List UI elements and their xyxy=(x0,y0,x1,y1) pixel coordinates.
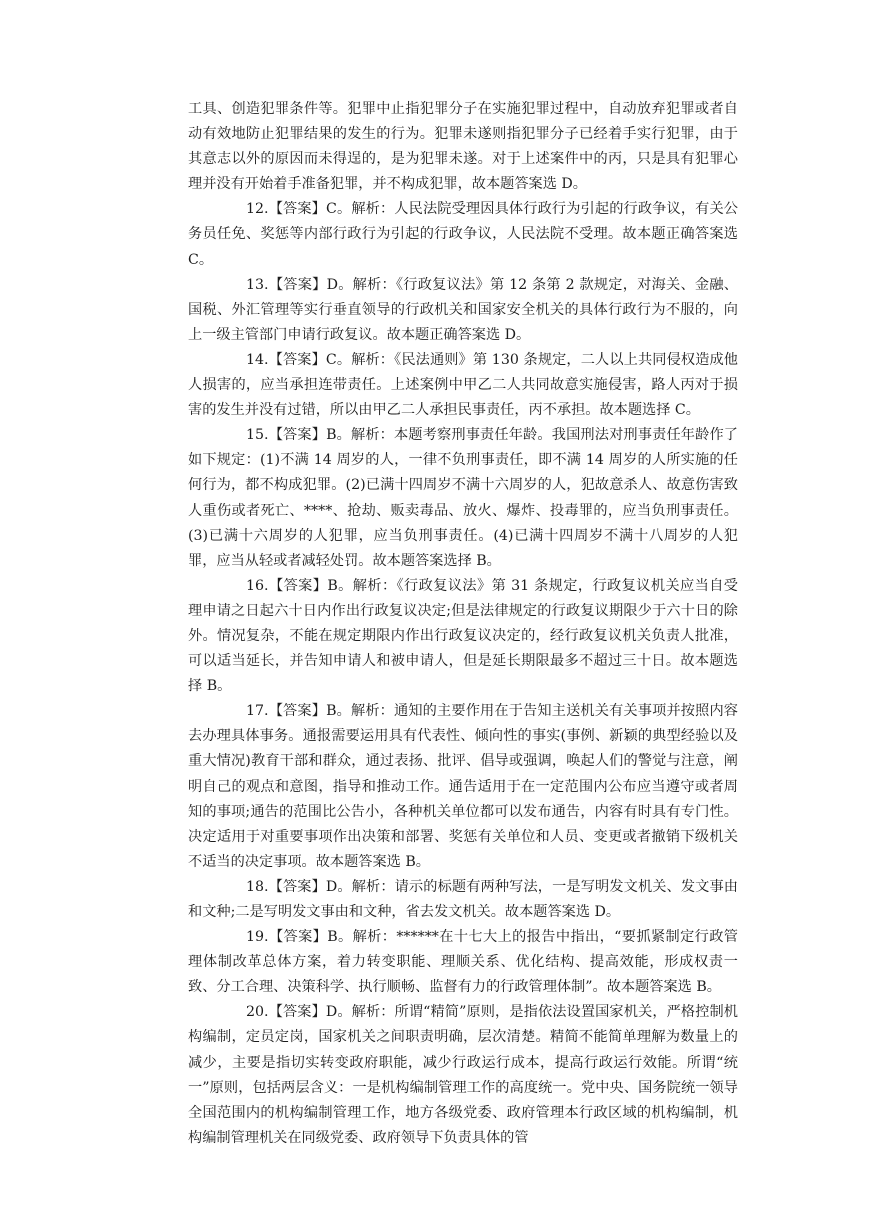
answer-20: 20.【答案】D。解析：所谓“精简”原则，是指依法设置国家机关，严格控制机构编制，定员定岗，国家机关之间职责明确，层次清楚。精简不能简单理解为数量上的减少，主要是指切实转变政府职能，减少行政运行成本，提高行政运行效能。所谓“统一”原则，包括两层含义：一是机构编制管理工作的高度统一。党中央、国务院统一领导全国范围内的机构编制管理工作，地方各级党委、政府管理本行政区域的机构编制，机构编制管理机关在同级党委、政府领导下负责具体的管 xyxy=(188,1004,738,1146)
document-page xyxy=(188,97,738,1151)
answer-18: 18.【答案】D。解析：请示的标题有两种写法，一是写明发文机关、发文事由和文种;二是写明发文事由和文种，省去发文机关。故本题答案选 D。 xyxy=(188,878,738,920)
answer-12: 12.【答案】C。解析：人民法院受理因具体行政行为引起的行政争议，有关公务员任免、奖惩等内部行政行为引起的行政争议，人民法院不受理。故本题正确答案选 C。 xyxy=(188,201,738,268)
answer-17: 17.【答案】B。解析：通知的主要作用在于告知主送机关有关事项并按照内容去办理具体事务。通报需要运用具有代表性、倾向性的事实(事例、新颖的典型经验以及重大情况)教育干部和群众，通过表扬、批评、倡导或强调，唤起人们的警觉与注意，阐明自己的观点和意图，指导和推动工作。通告适用于在一定范围内公布应当遵守或者周知的事项;通告的范围比公告小，各种机关单位都可以发布通告，内容有时具有专门性。决定适用于对重要事项作出决策和部署、奖惩有关单位和人员、变更或者撤销下级机关不适当的决定事项。故本题答案选 B。 xyxy=(188,703,738,870)
answer-13: 13.【答案】D。解析：《行政复议法》第 12 条第 2 款规定，对海关、金融、国税、外汇管理等实行垂直领导的行政机关和国家安全机关的具体行政行为不服的，向上一级主管部门申请行政复议。故本题正确答案选 D。 xyxy=(188,276,738,343)
answer-15: 15.【答案】B。解析：本题考察刑事责任年龄。我国刑法对刑事责任年龄作了如下规定：(1)不满 14 周岁的人，一律不负刑事责任，即不满 14 周岁的人所实施的任何行为，都不构成犯罪。(2)已满十四周岁不满十六周岁的人，犯故意杀人、故意伤害致人重伤或者死亡、****、抢劫、贩卖毒品、放火、爆炸、投毒罪的，应当负刑事责任。(3)已满十六周岁的人犯罪，应当负刑事责任。(4)已满十四周岁不满十八周岁的人犯罪，应当从轻或者减轻处罚。故本题答案选择 B。 xyxy=(188,427,738,569)
answer-16: 16.【答案】B。解析：《行政复议法》第 31 条规定，行政复议机关应当自受理申请之日起六十日内作出行政复议决定;但是法律规定的行政复议期限少于六十日的除外。情况复杂，不能在规定期限内作出行政复议决定的，经行政复议机关负责人批准，可以适当延长，并告知申请人和被申请人，但是延长期限最多不超过三十日。故本题选择 B。 xyxy=(188,577,738,695)
paragraph-continuation: 工具、创造犯罪条件等。犯罪中止指犯罪分子在实施犯罪过程中，自动放弃犯罪或者自动有效地防止犯罪结果的发生的行为。犯罪未遂则指犯罪分子已经着手实行犯罪，由于其意志以外的原因而未得逞的，是为犯罪未遂。对于上述案件中的丙，只是具有犯罪心理并没有开始着手准备犯罪，并不构成犯罪，故本题答案选 D。 xyxy=(188,101,738,193)
answer-19: 19.【答案】B。解析：******在十七大上的报告中指出，“要抓紧制定行政管理体制改革总体方案，着力转变职能、理顺关系、优化结构、提高效能，形成权责一致、分工合理、决策科学、执行顺畅、监督有力的行政管理体制”。故本题答案选 B。 xyxy=(188,929,738,996)
answer-14: 14.【答案】C。解析：《民法通则》第 130 条规定，二人以上共同侵权造成他人损害的，应当承担连带责任。上述案例中甲乙二人共同故意实施侵害，路人丙对于损害的发生并没有过错，所以由甲乙二人承担民事责任，丙不承担。故本题选择 C。 xyxy=(188,351,738,419)
